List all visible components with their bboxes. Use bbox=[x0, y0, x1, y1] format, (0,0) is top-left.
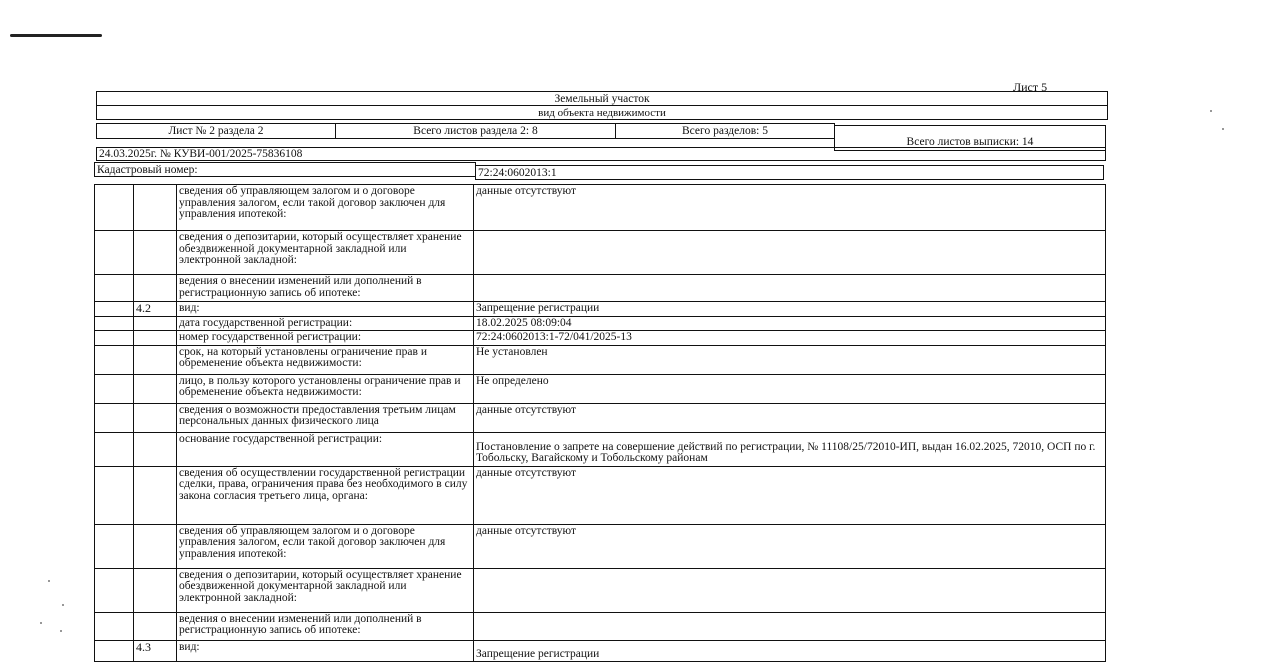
table-row bbox=[95, 432, 1106, 466]
row-number bbox=[134, 403, 177, 432]
table-row bbox=[95, 466, 1106, 524]
doc-reference bbox=[96, 147, 1106, 161]
cadastral-value bbox=[475, 165, 1104, 180]
scan-speck bbox=[1222, 128, 1224, 130]
sheet-number: Лист 5 bbox=[1013, 80, 1048, 94]
total-section-sheets-text: Всего листов раздела 2: 8 bbox=[413, 125, 538, 137]
row-gutter bbox=[95, 640, 134, 662]
scan-speck bbox=[60, 630, 62, 632]
cadastral-label-text: Кадастровый номер: bbox=[97, 163, 198, 176]
table-row bbox=[95, 612, 1106, 640]
row-label: сведения о депозитарии, который осуществляет хранение обездвиженной документарной закладной или электронной закладной: bbox=[177, 568, 474, 612]
row-number bbox=[134, 275, 177, 302]
row-value: Не установлен bbox=[474, 345, 1106, 374]
row-label: дата государственной регистрации: bbox=[177, 316, 474, 331]
row-gutter bbox=[95, 331, 134, 346]
row-value bbox=[474, 568, 1106, 612]
row-label: сведения о депозитарии, который осуществляет хранение обездвиженной документарной закладной или электронной закладной: bbox=[177, 231, 474, 275]
row-value: данные отсутствуют bbox=[474, 524, 1106, 568]
row-value: данные отсутствуют bbox=[474, 466, 1106, 524]
row-gutter bbox=[95, 524, 134, 568]
row-gutter bbox=[95, 275, 134, 302]
row-label: вид: bbox=[177, 640, 474, 662]
row-value bbox=[474, 275, 1106, 302]
row-number bbox=[134, 466, 177, 524]
table-row bbox=[95, 640, 1106, 662]
row-number bbox=[134, 185, 177, 231]
table-row bbox=[95, 403, 1106, 432]
row-value: 18.02.2025 08:09:04 bbox=[474, 316, 1106, 331]
table-row bbox=[95, 231, 1106, 275]
row-label: номер государственной регистрации: bbox=[177, 331, 474, 346]
row-number bbox=[134, 612, 177, 640]
scan-speck bbox=[48, 580, 50, 582]
row-number bbox=[134, 374, 177, 403]
table-row bbox=[95, 302, 1106, 317]
row-value: Постановление о запрете на совершение действий по регистрации, № 11108/25/72010-ИП, выдан 16.02.2025, 72010, ОСП по г. Тобольску, Вагайскому и Тобольскому районам bbox=[474, 432, 1106, 466]
row-gutter bbox=[95, 345, 134, 374]
row-label: срок, на который установлены ограничение прав и обременение объекта недвижимости: bbox=[177, 345, 474, 374]
object-type-text: Земельный участок bbox=[554, 92, 650, 105]
row-label: вид: bbox=[177, 302, 474, 317]
row-number bbox=[134, 331, 177, 346]
object-type bbox=[96, 91, 1108, 106]
row-label: ведения о внесении изменений или дополнений в регистрационную запись об ипотеке: bbox=[177, 275, 474, 302]
row-gutter bbox=[95, 568, 134, 612]
total-section-sheets bbox=[335, 123, 616, 139]
row-label: ведения о внесении изменений или дополнений в регистрационную запись об ипотеке: bbox=[177, 612, 474, 640]
sheet-in-section-text: Лист № 2 раздела 2 bbox=[168, 125, 264, 137]
table-row bbox=[95, 185, 1106, 231]
row-gutter bbox=[95, 302, 134, 317]
row-number bbox=[134, 231, 177, 275]
table-row bbox=[95, 275, 1106, 302]
row-label: лицо, в пользу которого установлены ограничение прав и обременение объекта недвижимости: bbox=[177, 374, 474, 403]
row-number bbox=[134, 568, 177, 612]
table-row bbox=[95, 316, 1106, 331]
total-sections-text: Всего разделов: 5 bbox=[682, 125, 768, 137]
row-gutter bbox=[95, 466, 134, 524]
row-number bbox=[134, 316, 177, 331]
total-extract-sheets-text: Всего листов выписки: 14 bbox=[906, 136, 1034, 148]
total-sections bbox=[615, 123, 835, 139]
row-gutter bbox=[95, 612, 134, 640]
doc-reference-text: 24.03.2025г. № КУВИ-001/2025-75836108 bbox=[99, 148, 303, 160]
cadastral-value-text: 72:24:0602013:1 bbox=[478, 166, 557, 179]
scan-speck bbox=[1210, 110, 1212, 112]
scan-artifact-line bbox=[10, 34, 102, 37]
scan-speck bbox=[40, 622, 42, 624]
row-value: данные отсутствуют bbox=[474, 185, 1106, 231]
table-row bbox=[95, 524, 1106, 568]
encumbrance-table bbox=[94, 184, 1106, 662]
row-gutter bbox=[95, 374, 134, 403]
table-row bbox=[95, 568, 1106, 612]
row-number bbox=[134, 524, 177, 568]
row-value: Запрещение регистрации bbox=[474, 640, 1106, 662]
row-number bbox=[134, 432, 177, 466]
row-value: 72:24:0602013:1-72/041/2025-13 bbox=[474, 331, 1106, 346]
sheet-in-section bbox=[96, 123, 336, 139]
object-caption bbox=[96, 106, 1108, 120]
row-label: сведения об управляющем залогом и о договоре управления залогом, если такой договор заключен для управления ипотекой: bbox=[177, 185, 474, 231]
row-label: сведения о возможности предоставления третьим лицам персональных данных физического лица bbox=[177, 403, 474, 432]
scan-speck bbox=[62, 604, 64, 606]
object-caption-text: вид объекта недвижимости bbox=[538, 106, 666, 119]
row-gutter bbox=[95, 231, 134, 275]
row-gutter bbox=[95, 432, 134, 466]
row-gutter bbox=[95, 316, 134, 331]
table-row bbox=[95, 374, 1106, 403]
table-row bbox=[95, 331, 1106, 346]
row-value: Не определено bbox=[474, 374, 1106, 403]
row-label: сведения об управляющем залогом и о договоре управления залогом, если такой договор заключен для управления ипотекой: bbox=[177, 524, 474, 568]
table-row bbox=[95, 345, 1106, 374]
row-number bbox=[134, 345, 177, 374]
row-value bbox=[474, 612, 1106, 640]
row-label: сведения об осуществлении государственной регистрации сделки, права, ограничения права без необходимого в силу закона согласия третьего лица, органа: bbox=[177, 466, 474, 524]
row-gutter bbox=[95, 185, 134, 231]
row-label: основание государственной регистрации: bbox=[177, 432, 474, 466]
row-value: Запрещение регистрации bbox=[474, 302, 1106, 317]
row-number: 4.2 bbox=[134, 302, 177, 317]
row-gutter bbox=[95, 403, 134, 432]
row-number: 4.3 bbox=[134, 640, 177, 662]
row-value bbox=[474, 231, 1106, 275]
cadastral-label bbox=[94, 162, 476, 177]
row-value: данные отсутствуют bbox=[474, 403, 1106, 432]
